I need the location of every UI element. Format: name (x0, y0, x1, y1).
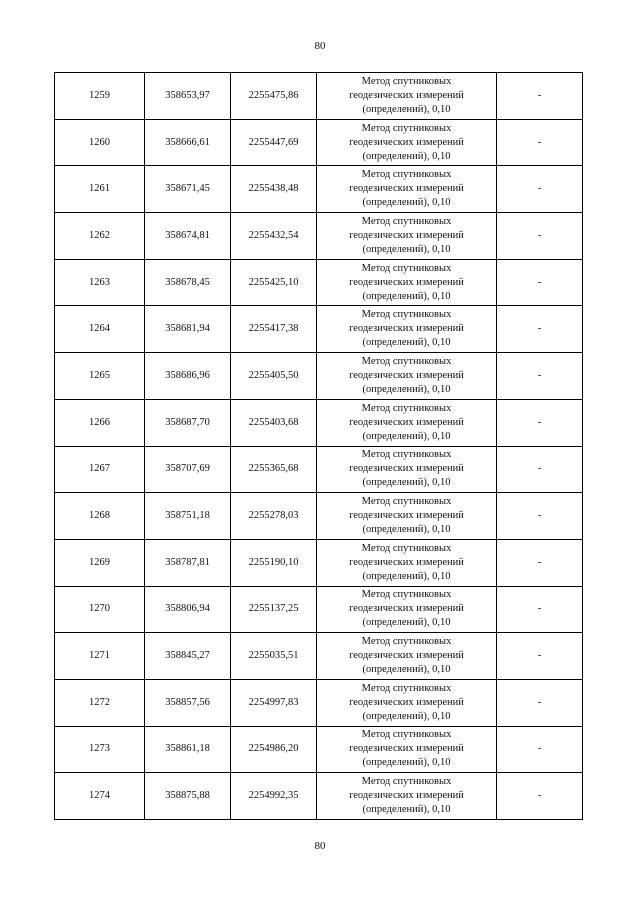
point-number-cell: 1270 (55, 586, 145, 633)
point-number-cell: 1272 (55, 679, 145, 726)
note-cell: - (497, 119, 583, 166)
method-cell (317, 353, 497, 400)
point-number-cell: 1262 (55, 213, 145, 260)
page-number-top: 80 (314, 40, 326, 52)
x-coordinate-cell: 358875,88 (145, 773, 231, 820)
point-number-cell: 1269 (55, 539, 145, 586)
x-coordinate-cell: 358751,18 (145, 493, 231, 540)
point-number-cell: 1263 (55, 259, 145, 306)
method-line: Метод спутниковых (361, 776, 452, 788)
point-number-cell: 1273 (55, 726, 145, 773)
y-coordinate-cell: 2254992,35 (231, 773, 317, 820)
y-coordinate-cell: 2254986,20 (231, 726, 317, 773)
method-line: геодезических измерений (349, 790, 464, 802)
note-cell: - (497, 493, 583, 540)
method-line: геодезических измерений (349, 603, 464, 615)
table-row (55, 213, 583, 260)
point-number-cell: 1260 (55, 119, 145, 166)
method-line: (определений), 0,10 (362, 150, 451, 162)
note-cell: - (497, 353, 583, 400)
table-row (55, 306, 583, 353)
method-line: Метод спутниковых (361, 636, 452, 648)
y-coordinate-cell: 2255432,54 (231, 213, 317, 260)
x-coordinate-cell: 358681,94 (145, 306, 231, 353)
method-line: (определений), 0,10 (362, 197, 451, 209)
table-row (55, 633, 583, 680)
table-row (55, 773, 583, 820)
method-line: (определений), 0,10 (362, 804, 451, 816)
method-cell (317, 679, 497, 726)
point-number-cell: 1271 (55, 633, 145, 680)
note-cell: - (497, 586, 583, 633)
note-cell: - (497, 633, 583, 680)
point-number-cell: 1266 (55, 399, 145, 446)
note-cell: - (497, 73, 583, 120)
method-line: геодезических измерений (349, 89, 464, 101)
x-coordinate-cell: 358666,61 (145, 119, 231, 166)
method-cell (317, 73, 497, 120)
x-coordinate-cell: 358686,96 (145, 353, 231, 400)
table-row (55, 119, 583, 166)
method-line: Метод спутниковых (361, 402, 452, 414)
method-line: (определений), 0,10 (362, 290, 451, 302)
point-number-cell: 1261 (55, 166, 145, 213)
coordinates-table (54, 72, 583, 820)
method-line: (определений), 0,10 (362, 243, 451, 255)
method-line: (определений), 0,10 (362, 524, 451, 536)
method-line: (определений), 0,10 (362, 337, 451, 349)
x-coordinate-cell: 358678,45 (145, 259, 231, 306)
x-coordinate-cell: 358671,45 (145, 166, 231, 213)
y-coordinate-cell: 2255278,03 (231, 493, 317, 540)
table-row (55, 166, 583, 213)
y-coordinate-cell: 2255190,10 (231, 539, 317, 586)
x-coordinate-cell: 358857,56 (145, 679, 231, 726)
x-coordinate-cell: 358861,18 (145, 726, 231, 773)
point-number-cell: 1265 (55, 353, 145, 400)
x-coordinate-cell: 358707,69 (145, 446, 231, 493)
method-line: (определений), 0,10 (362, 477, 451, 489)
method-line: Метод спутниковых (361, 449, 452, 461)
y-coordinate-cell: 2255137,25 (231, 586, 317, 633)
method-cell (317, 586, 497, 633)
method-cell (317, 493, 497, 540)
note-cell: - (497, 259, 583, 306)
method-line: Метод спутниковых (361, 75, 452, 87)
y-coordinate-cell: 2255475,86 (231, 73, 317, 120)
table-row (55, 493, 583, 540)
point-number-cell: 1259 (55, 73, 145, 120)
method-line: Метод спутниковых (361, 589, 452, 601)
table-row (55, 586, 583, 633)
point-number-cell: 1268 (55, 493, 145, 540)
table-row (55, 539, 583, 586)
point-number-cell: 1264 (55, 306, 145, 353)
method-line: (определений), 0,10 (362, 430, 451, 442)
method-cell (317, 773, 497, 820)
method-cell (317, 119, 497, 166)
table-row (55, 679, 583, 726)
method-line: Метод спутниковых (361, 169, 452, 181)
method-cell (317, 259, 497, 306)
x-coordinate-cell: 358845,27 (145, 633, 231, 680)
method-line: геодезических измерений (349, 276, 464, 288)
method-line: геодезических измерений (349, 650, 464, 662)
y-coordinate-cell: 2255425,10 (231, 259, 317, 306)
method-line: геодезических измерений (349, 183, 464, 195)
x-coordinate-cell: 358787,81 (145, 539, 231, 586)
y-coordinate-cell: 2255403,68 (231, 399, 317, 446)
method-line: Метод спутниковых (361, 729, 452, 741)
point-number-cell: 1267 (55, 446, 145, 493)
method-cell (317, 399, 497, 446)
method-line: (определений), 0,10 (362, 383, 451, 395)
method-line: (определений), 0,10 (362, 103, 451, 115)
table-row (55, 446, 583, 493)
page-number-bottom: 80 (314, 840, 326, 852)
note-cell: - (497, 539, 583, 586)
method-line: геодезических измерений (349, 229, 464, 241)
method-line: Метод спутниковых (361, 355, 452, 367)
method-cell (317, 213, 497, 260)
note-cell: - (497, 773, 583, 820)
method-line: геодезических измерений (349, 416, 464, 428)
x-coordinate-cell: 358806,94 (145, 586, 231, 633)
note-cell: - (497, 399, 583, 446)
method-line: Метод спутниковых (361, 682, 452, 694)
method-line: (определений), 0,10 (362, 710, 451, 722)
table-row (55, 259, 583, 306)
table-row (55, 353, 583, 400)
table-row (55, 399, 583, 446)
method-line: Метод спутниковых (361, 496, 452, 508)
method-line: (определений), 0,10 (362, 617, 451, 629)
method-line: Метод спутниковых (361, 542, 452, 554)
table-row (55, 726, 583, 773)
method-line: Метод спутниковых (361, 122, 452, 134)
method-line: геодезических измерений (349, 696, 464, 708)
note-cell: - (497, 726, 583, 773)
note-cell: - (497, 306, 583, 353)
x-coordinate-cell: 358687,70 (145, 399, 231, 446)
note-cell: - (497, 166, 583, 213)
method-line: (определений), 0,10 (362, 664, 451, 676)
x-coordinate-cell: 358674,81 (145, 213, 231, 260)
note-cell: - (497, 679, 583, 726)
y-coordinate-cell: 2255035,51 (231, 633, 317, 680)
x-coordinate-cell: 358653,97 (145, 73, 231, 120)
y-coordinate-cell: 2255417,38 (231, 306, 317, 353)
method-line: геодезических измерений (349, 136, 464, 148)
y-coordinate-cell: 2254997,83 (231, 679, 317, 726)
method-line: геодезических измерений (349, 510, 464, 522)
note-cell: - (497, 213, 583, 260)
method-line: Метод спутниковых (361, 215, 452, 227)
y-coordinate-cell: 2255365,68 (231, 446, 317, 493)
method-cell (317, 726, 497, 773)
method-cell (317, 166, 497, 213)
point-number-cell: 1274 (55, 773, 145, 820)
method-line: геодезических измерений (349, 369, 464, 381)
y-coordinate-cell: 2255438,48 (231, 166, 317, 213)
method-cell (317, 446, 497, 493)
method-line: Метод спутниковых (361, 262, 452, 274)
coordinates-table-body (55, 73, 583, 820)
method-line: геодезических измерений (349, 556, 464, 568)
method-line: геодезических измерений (349, 463, 464, 475)
table-row (55, 73, 583, 120)
method-line: (определений), 0,10 (362, 757, 451, 769)
method-cell (317, 306, 497, 353)
method-cell (317, 633, 497, 680)
method-line: (определений), 0,10 (362, 570, 451, 582)
method-line: геодезических измерений (349, 323, 464, 335)
method-cell (317, 539, 497, 586)
method-line: Метод спутниковых (361, 309, 452, 321)
y-coordinate-cell: 2255405,50 (231, 353, 317, 400)
method-line: геодезических измерений (349, 743, 464, 755)
note-cell: - (497, 446, 583, 493)
y-coordinate-cell: 2255447,69 (231, 119, 317, 166)
